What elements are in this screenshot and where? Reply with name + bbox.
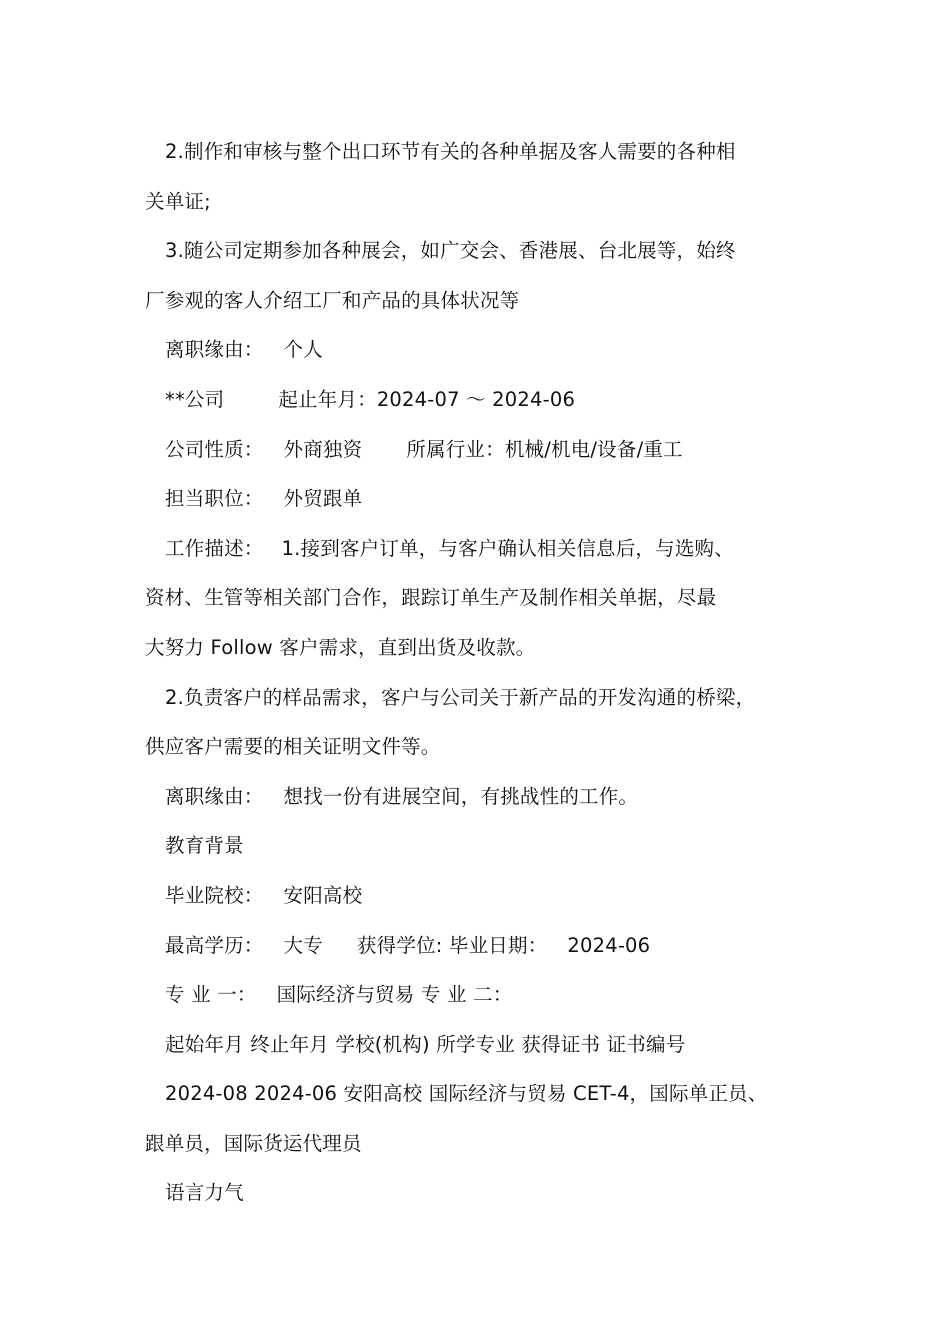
field-row-school	[145, 871, 835, 921]
paragraph-line	[145, 127, 835, 177]
field-value: 1.接到客户订单，与客户确认相关信息后，与选购、	[281, 536, 734, 560]
field-row-company-type	[145, 425, 835, 475]
field-row-position	[145, 474, 835, 524]
field-label: 工作描述：	[165, 536, 264, 560]
line-text: 2.制作和审核与整个出口环节有关的各种单据及客人需要的各种相	[165, 140, 736, 163]
field-value: 大专	[283, 933, 323, 957]
paragraph-line	[145, 177, 835, 227]
field-row-major	[145, 970, 835, 1020]
field-value: 外商独资	[283, 437, 363, 461]
field-label: 公司性质：	[165, 437, 264, 461]
field-label: 所属行业：	[406, 437, 505, 461]
line-text: 厂参观的客人介绍工厂和产品的具体状况等	[145, 288, 520, 312]
field-label: 最高学历：	[165, 933, 264, 957]
line-text: 2024-08 2024-06 安阳高校 国际经济与贸易 CET-4，国际单正员、	[165, 1082, 768, 1106]
line-text: 资材、生管等相关部门合作，跟踪订单生产及制作相关单据，尽最	[145, 586, 717, 610]
field-label: 毕业院校：	[165, 883, 264, 907]
field-value: 国际经济与贸易 专 业 二：	[276, 983, 513, 1007]
paragraph-line	[145, 276, 835, 326]
paragraph-line	[145, 226, 835, 276]
line-text: 3.随公司定期参加各种展会，如广交会、香港展、台北展等，始终	[165, 239, 736, 263]
field-label: 离职缘由：	[165, 338, 264, 362]
line-text: 大努力 Follow 客户需求，直到出货及收款。	[145, 635, 536, 659]
paragraph-line	[145, 673, 835, 723]
line-text: 起始年月 终止年月 学校(机构) 所学专业 获得证书 证书编号	[165, 1032, 686, 1056]
field-row-company	[145, 375, 835, 425]
field-row-education	[145, 921, 835, 971]
section-heading	[145, 1168, 835, 1218]
section-title: 教育背景	[165, 834, 244, 858]
field-label: 获得学位: 毕业日期：	[356, 933, 548, 957]
field-value: 想找一份有进展空间，有挑战性的工作。	[283, 784, 639, 808]
line-text: 关单证;	[145, 189, 211, 213]
field-row-leave-reason	[145, 325, 835, 375]
field-label: 担当职位：	[165, 487, 264, 511]
line-text: 2.负责客户的样品需求，客户与公司关于新产品的开发沟通的桥梁，	[165, 685, 756, 709]
section-heading	[145, 821, 835, 871]
paragraph-line	[145, 1119, 835, 1169]
field-value: 机械/机电/设备/重工	[504, 437, 683, 461]
paragraph-line	[145, 573, 835, 623]
line-text: 跟单员，国际货运代理员	[145, 1131, 362, 1155]
table-row-line	[145, 1069, 835, 1119]
field-label: **公司	[165, 387, 225, 411]
field-value: 2024-06	[567, 933, 651, 957]
field-label: 专 业 一：	[165, 983, 257, 1007]
field-value: 外贸跟单	[283, 487, 363, 511]
document-body	[145, 127, 835, 1218]
field-label: 离职缘由：	[165, 784, 264, 808]
section-title: 语言力气	[165, 1181, 244, 1205]
line-text: 供应客户需要的相关证明文件等。	[145, 735, 441, 759]
field-row-job-desc	[145, 524, 835, 574]
field-value: 起止年月：2024-07 ～ 2024-06	[278, 387, 576, 411]
table-header-line	[145, 1020, 835, 1070]
field-row-leave-reason	[145, 772, 835, 822]
field-value: 安阳高校	[283, 883, 363, 907]
paragraph-line	[145, 722, 835, 772]
paragraph-line	[145, 623, 835, 673]
field-value: 个人	[283, 338, 323, 362]
